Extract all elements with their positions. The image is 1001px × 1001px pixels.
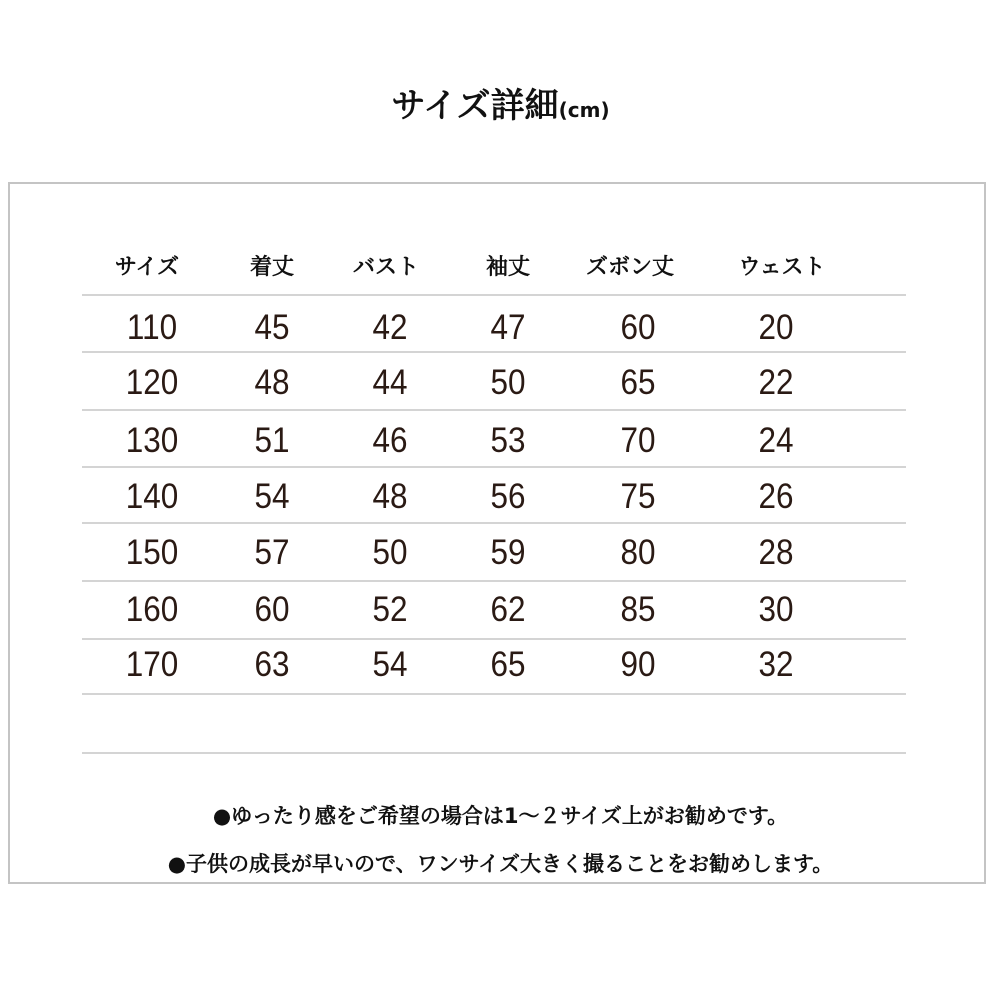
row-divider <box>82 580 906 582</box>
table-cell: 110 <box>126 308 178 347</box>
row-divider <box>82 638 906 640</box>
table-cell: 48 <box>372 477 408 516</box>
table-cell: 53 <box>490 421 526 460</box>
table-cell: 54 <box>254 477 290 516</box>
table-cell: 90 <box>620 645 656 684</box>
table-cell: 57 <box>254 533 290 572</box>
table-cell: 62 <box>490 590 526 629</box>
table-cell: 28 <box>758 533 794 572</box>
column-header: ズボン丈 <box>585 255 675 280</box>
table-cell: 46 <box>372 421 408 460</box>
table-cell: 50 <box>372 533 408 572</box>
row-divider <box>82 294 906 296</box>
table-cell: 47 <box>490 308 526 347</box>
row-divider <box>82 351 906 353</box>
table-cell: 65 <box>490 645 526 684</box>
table-cell: 51 <box>254 421 290 460</box>
column-header: 着丈 <box>249 255 295 280</box>
table-cell: 26 <box>758 477 794 516</box>
row-divider <box>82 752 906 754</box>
table-cell: 54 <box>372 645 408 684</box>
row-divider <box>82 522 906 524</box>
table-cell: 85 <box>620 590 656 629</box>
column-header: バスト <box>352 255 420 280</box>
table-cell: 42 <box>372 308 408 347</box>
table-cell: 70 <box>620 421 656 460</box>
column-header: サイズ <box>114 255 180 280</box>
table-cell: 60 <box>254 590 290 629</box>
table-cell: 52 <box>372 590 408 629</box>
page-title <box>0 78 1001 127</box>
table-cell: 80 <box>620 533 656 572</box>
table-cell: 24 <box>758 421 794 460</box>
column-header: ウェスト <box>738 255 826 280</box>
table-cell: 65 <box>620 363 656 402</box>
table-cell: 63 <box>254 645 290 684</box>
table-cell: 59 <box>490 533 526 572</box>
table-cell: 140 <box>125 477 179 516</box>
note-1: ●ゆったり感をご希望の場合は1～２サイズ上がお勧めです。 <box>212 804 789 828</box>
table-cell: 130 <box>125 421 179 460</box>
table-cell: 32 <box>758 645 794 684</box>
table-cell: 170 <box>125 645 179 684</box>
table-cell: 150 <box>125 533 179 572</box>
table-cell: 75 <box>620 477 656 516</box>
table-cell: 45 <box>254 308 290 347</box>
table-cell: 30 <box>758 590 794 629</box>
table-cell: 160 <box>125 590 179 629</box>
table-cell: 22 <box>758 363 794 402</box>
row-divider <box>82 466 906 468</box>
note-2: ●子供の成長が早いので、ワンサイズ大きく撮ることをお勧めします。 <box>167 852 834 876</box>
row-divider <box>82 409 906 411</box>
table-cell: 60 <box>620 308 656 347</box>
table-cell: 20 <box>758 308 794 347</box>
table-cell: 50 <box>490 363 526 402</box>
unit-label: (cm) <box>558 98 610 122</box>
table-cell: 48 <box>254 363 290 402</box>
table-cell: 56 <box>490 477 526 516</box>
row-divider <box>82 693 906 695</box>
table-cell: 120 <box>125 363 179 402</box>
column-header: 袖丈 <box>485 255 531 280</box>
table-cell: 44 <box>372 363 408 402</box>
title-text: サイズ詳細 <box>391 86 559 126</box>
